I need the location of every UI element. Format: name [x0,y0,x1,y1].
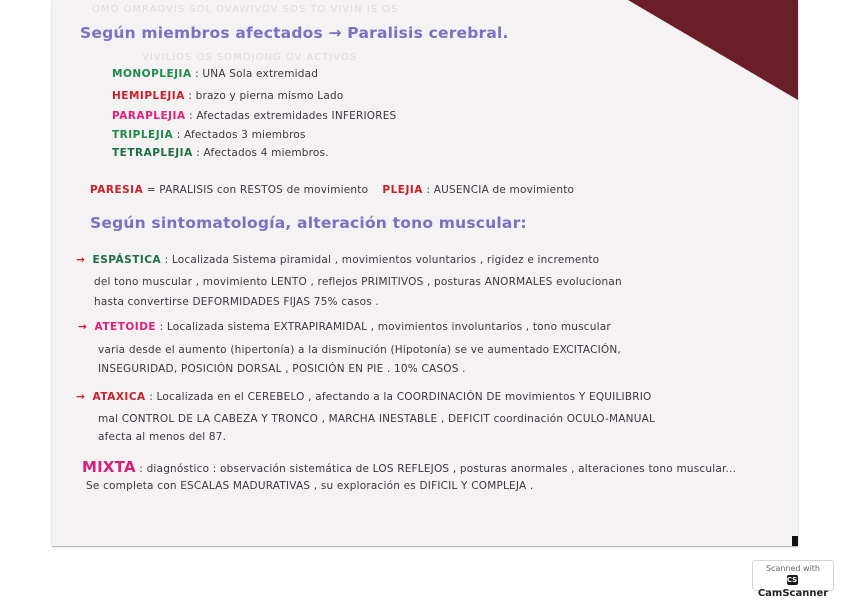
ataxica-text: : Localizada en el CEREBELO , afectando a la COORDINACIÓN DE movimientos Y EQUILIBRIO [149,391,652,403]
mixta-text: : diagnóstico : observación sistemática de LOS REFLEJOS , posturas anormales , alteraciones tono muscular... [139,463,737,475]
paresia-line [90,184,574,196]
ataxica-line-2: mal CONTROL DE LA CABEZA Y TRONCO , MARCHA INESTABLE , DEFICIT coordinación OCULO-MANUAL [98,413,656,425]
desc-tetraplejia: : Afectados 4 miembros. [196,147,329,159]
desc-paresia: = PARALISIS con RESTOS de movimiento [146,184,369,196]
plejia-line [112,90,343,102]
term-atetoide: ATETOIDE [94,321,157,333]
badge-brand-text: CamScanner [757,588,829,599]
page-corner-mark [792,536,798,546]
ataxica-line-3: afecta al menos del 87. [98,431,227,443]
desc-hemiplejia: : brazo y pierna mismo Lado [188,90,344,102]
term-paraplejia: PARAPLEJIA [112,110,186,122]
badge-top-text: Scanned with [765,564,821,573]
term-plejia: PLEJIA [382,184,423,196]
atetoide-line-1 [78,321,611,333]
term-hemiplejia: HEMIPLEJIA [112,90,185,102]
bleed-through-text: OMO OMRAOVIS SOL OVAWIVOV SOS TO VIVIN IS OS [92,4,399,15]
plejia-line [112,68,318,80]
heading-sintomatologia: Según sintomatología, alteración tono muscular: [90,214,527,232]
plejia-line [112,110,396,122]
term-tetraplejia: TETRAPLEJIA [112,147,193,159]
desc-plejia: : AUSENCIA de movimiento [426,184,575,196]
desc-triplejia: : Afectados 3 miembros [176,129,306,141]
page-corner-fold [628,0,798,100]
espastica-line-1 [76,254,599,266]
espastica-line-3: hasta convertirse DEFORMIDADES FIJAS 75% casos . [94,296,379,308]
bleed-through-text: VIVILIOS OS SOMOJONG OV ACTIVOS [142,52,358,63]
arrow-icon: → [78,321,87,333]
page-bottom-edge [52,546,798,547]
arrow-icon: → [76,391,85,403]
term-paresia: PARESIA [90,184,144,196]
badge-bottom [753,574,833,600]
term-mixta: MIXTA [82,458,136,476]
camscanner-badge [752,560,834,599]
heading-miembros: Según miembros afectados → Paralisis cerebral. [80,24,509,42]
ataxica-line-1 [76,391,652,403]
desc-monoplejia: : UNA Sola extremidad [195,68,319,80]
plejia-line [112,129,306,141]
atetoide-line-3: INSEGURIDAD, POSICIÓN DORSAL , POSICIÓN EN PIE . 10% CASOS . [98,363,466,375]
mixta-line-2: Se completa con ESCALAS MADURATIVAS , su exploración es DIFICIL Y COMPLEJA . [86,480,534,492]
term-triplejia: TRIPLEJIA [112,129,174,141]
atetoide-line-2: varia desde el aumento (hipertonía) a la disminución (Hipotonía) se ve aumentado EXCITACIÓN, [98,344,621,356]
espastica-text: : Localizada Sistema piramidal , movimientos voluntarios , rigidez e incremento [164,254,600,266]
plejia-line [112,147,329,159]
term-monoplejia: MONOPLEJIA [112,68,192,80]
term-espastica: ESPÁSTICA [92,254,162,266]
desc-paraplejia: : Afectadas extremidades INFERIORES [189,110,397,122]
camscanner-logo-icon: CS [786,576,798,584]
term-ataxica: ATAXICA [92,391,146,403]
notebook-page [52,0,798,546]
espastica-line-2: del tono muscular , movimiento LENTO , reflejos PRIMITIVOS , posturas ANORMALES evolucionan [94,276,622,288]
atetoide-text: : Localizada sistema EXTRAPIRAMIDAL , movimientos involuntarios , tono muscular [159,321,611,333]
arrow-icon: → [76,254,85,266]
mixta-line-1 [82,458,736,476]
